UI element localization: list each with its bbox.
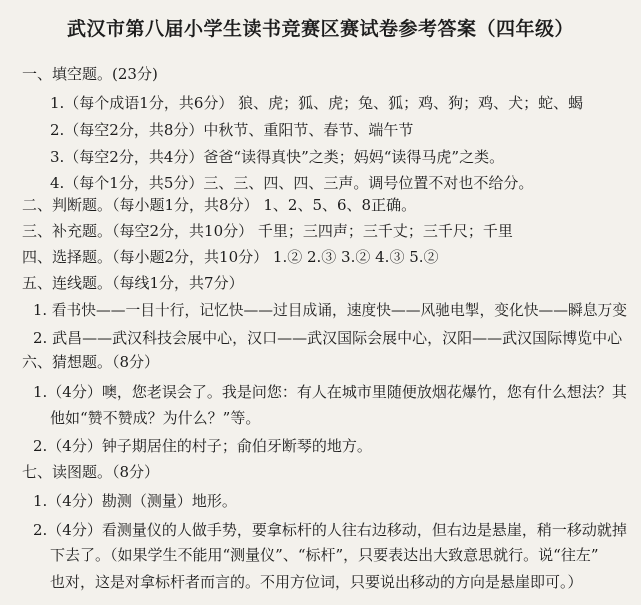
section-7-item-2-continued-1: 下去了。（如果学生不能用“测量仪”、“标杆”，只要表达出大致意思就行。说“往左”	[50, 546, 599, 564]
section-5-heading: 五、连线题。（每线1分，共7分）	[22, 274, 244, 292]
section-1-item-2: 2.（每空2分，共8分）中秋节、重阳节、春节、端午节	[50, 121, 414, 139]
section-1-item-1: 1.（每个成语1分，共6分） 狼、虎；狐、虎；兔、狐；鸡、狗；鸡、犬；蛇、蝎	[50, 94, 584, 112]
section-7-item-1: 1.（4分）勘测（测量）地形。	[33, 492, 237, 510]
section-7-heading: 七、读图题。（8分）	[22, 463, 160, 481]
section-5-item-2: 2. 武昌——武汉科技会展中心，汉口——武汉国际会展中心，汉阳——武汉国际博览中心	[33, 329, 623, 347]
section-6-heading: 六、猜想题。（8分）	[22, 353, 160, 371]
section-6-item-1: 1.（4分）噢，您老误会了。我是问您：有人在城市里随便放烟花爆竹，您有什么想法？其	[33, 383, 627, 401]
section-6-item-1-continued: 他如“赞不赞成？为什么？”等。	[50, 409, 261, 427]
section-7-item-2: 2.（4分）看测量仪的人做手势，要拿标杆的人往右边移动，但右边是悬崖，稍一移动就掉	[33, 521, 627, 539]
page-title: 武汉市第八届小学生读书竞赛区赛试卷参考答案（四年级）	[66, 18, 574, 40]
section-1-heading: 一、填空题。(23分)	[22, 65, 158, 83]
section-7-item-2-continued-2: 也对，这是对拿标杆者而言的。不用方位词，只要说出移动的方向是悬崖即可。）	[50, 573, 583, 591]
section-5-item-1: 1. 看书快——一目十行，记忆快——过目成诵，速度快——风驰电掣，变化快——瞬息万变	[33, 302, 628, 319]
section-6-item-2: 2.（4分）钟子期居住的村子；俞伯牙断琴的地方。	[33, 437, 372, 455]
section-4-line: 四、选择题。（每小题2分，共10分） 1.② 2.③ 3.② 4.③ 5.②	[22, 248, 439, 266]
section-2-line: 二、判断题。（每小题1分，共8分） 1、2、5、6、8正确。	[22, 196, 417, 214]
section-1-item-4: 4.（每个1分，共5分）三、三、四、四、三声。调号位置不对也不给分。	[50, 174, 534, 192]
section-1-item-3: 3.（每空2分，共4分）爸爸“读得真快”之类；妈妈“读得马虎”之类。	[50, 148, 505, 166]
section-3-line: 三、补充题。（每空2分，共10分） 千里；三四声；三千丈；三千尺；千里	[22, 222, 513, 240]
